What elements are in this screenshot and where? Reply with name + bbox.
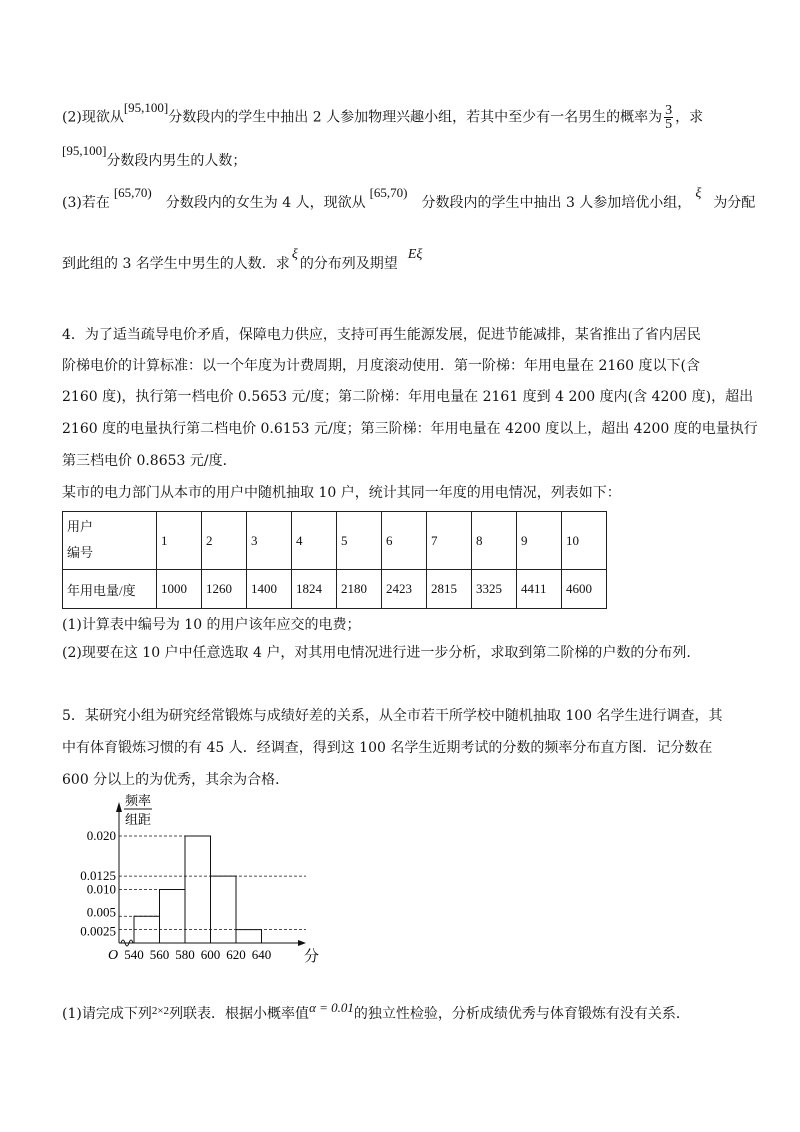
x-tick-label: 640 [251,947,272,962]
fraction-denominator: 5 [665,117,673,132]
table-cell-usage: 1000 [157,570,202,609]
table-cell-id: 2 [202,512,247,570]
q4-line-6: 某市的电力部门从本市的用户中随机抽取 10 户，统计其同一年度的用电情况，列表如下： [62,485,621,501]
q3-part2-line2 [62,143,247,170]
expectation-symbol: Eξ [407,247,423,262]
q3-part3-line2-text-b: 的分布列及期望 [299,256,398,272]
origin-label: O [108,948,119,963]
q3-part3-text-d: 为分配 [713,195,756,211]
q4-line-3: 2160 度)，执行第一档电价 0.5653 元/度；第二阶梯：年用电量在 2161 度到 4 200 度内(含 4200 度)，超出 [62,389,754,405]
table-cell-id: 3 [247,512,292,570]
q5-line-3: 600 分以上的为优秀，其余为合格． [62,772,290,788]
q4-subquestion-2: (2)现要在这 10 户中任意选取 4 户，对其用电情况进行进一步分析，求取到第二阶梯的户数的分布列. [62,645,691,661]
table-cell-usage: 3325 [472,570,517,609]
q3-part2-line2-text: 分数段内男生的人数； [106,153,247,169]
q4-line-4: 2160 度的电量执行第二档电价 0.6153 元/度；第三阶梯：年用电量在 4200 度以上，超出 4200 度的电量执行 [62,421,758,437]
q3-part2-text-c: ，求 [675,109,704,126]
y-axis-arrow [116,802,122,812]
q3-part3-line2-text-a: 到此组的 3 名学生中男生的人数．求 [62,256,290,272]
frequency-histogram [62,788,342,978]
q3-part3-interval-2: [65,70) [369,185,408,200]
table-cell-usage: 2423 [382,570,427,609]
q5-line-1: 5．某研究小组为研究经常锻炼与成绩好差的关系，从全市若干所学校中随机抽取 100 名学生进行调查，其 [62,708,723,724]
table-usage-label: 年用电量/度 [63,570,157,609]
q5-sub1-text-c: 的独立性检验，分析成绩优秀与体育锻炼有没有关系． [353,1006,690,1022]
q4-subquestion-1: (1)计算表中编号为 10 的用户该年应交的电费； [62,617,361,633]
q3-part3-text-a: (3)若在 [62,195,110,211]
q3-part2-text-b: 分数段内的学生中抽出 2 人参加物理兴趣小组，若其中至少有一名男生的概率为 [168,109,663,126]
x-tick-label: 540 [124,947,144,962]
y-axis-label-top: 频率 [124,793,152,808]
histogram-bar [185,836,211,943]
histogram-bar [160,890,186,944]
q4-line-1: 4．为了适当疏导电价矛盾，保障电力供应，支持可再生能源发展，促进节能减排，某省推出了省内居民 [62,327,701,343]
q5-subquestion-1 [62,1000,690,1023]
q3-part3-line2 [62,247,423,273]
table-cell-usage: 1260 [202,570,247,609]
xi-symbol-2: ξ [291,247,298,262]
q3-part3-text-c: 分数段内的学生中抽出 3 人参加培优小组， [421,195,692,211]
table-cell-usage: 2180 [337,570,382,609]
table-row-usage [63,570,607,609]
table-head-cell [63,512,157,570]
table-head-label-1: 用户 [67,519,94,535]
q3-part3-text-b: 分数段内的女生为 4 人，现欲从 [165,195,366,211]
table-cell-usage: 2815 [427,570,472,609]
q3-part2-interval-2: [95,100] [62,143,107,158]
fraction-numerator: 3 [665,103,673,118]
q3-part2-interval: [95,100] [123,99,169,115]
q5-sub1-text-b: 列联表．根据小概率值 [169,1006,310,1022]
y-tick-label: 0.010 [86,881,116,897]
histogram-bar [236,930,262,943]
q5-sub1-text-a: (1)请完成下列 [62,1006,152,1022]
q3-probability-fraction [664,104,673,131]
table-cell-id: 10 [562,512,607,570]
table-cell-id: 4 [292,512,337,570]
q5-line-2: 中有体育锻炼习惯的有 45 人．经调查，得到这 100 名学生近期考试的分数的频率分布直方图．记分数在 [62,740,713,756]
x-tick-label: 600 [200,947,221,962]
alpha-value: α = 0.01 [309,1000,354,1015]
q3-part3-line1 [62,185,756,212]
q3-part2-line1 [62,99,704,132]
table-cell-id: 1 [157,512,202,570]
table-cell-id: 6 [382,512,427,570]
table-size-label: 2×2 [151,1005,170,1017]
x-axis-arrow [298,940,306,946]
x-axis-label: 分 [304,949,320,965]
y-tick-label: 0.0025 [80,923,116,939]
y-tick-label: 0.0125 [80,868,116,884]
q3-part2-text-a: (2)现欲从 [62,109,124,126]
q3-part3-interval-1: [65,70) [113,185,152,200]
table-cell-usage: 4411 [517,570,562,609]
table-cell-id: 7 [427,512,472,570]
x-tick-label: 580 [175,947,195,962]
table-cell-id: 9 [517,512,562,570]
table-cell-usage: 1400 [247,570,292,609]
table-head-label-2: 编号 [67,545,94,561]
y-tick-label: 0.020 [86,828,116,843]
histogram-bar [211,876,237,943]
x-tick-label: 620 [226,947,246,962]
q4-line-2: 阶梯电价的计算标准：以一个年度为计费周期，月度滚动使用．第一阶梯：年用电量在 2160 度以下(含 [62,358,700,374]
table-row-ids [63,512,607,570]
table-cell-usage: 1824 [292,570,337,609]
q4-line-5: 第三档电价 0.8653 元/度． [62,453,237,469]
table-cell-usage: 4600 [562,570,607,609]
xi-symbol: ξ [695,186,702,201]
y-axis-label-bottom: 组距 [124,812,152,827]
table-cell-id: 8 [472,512,517,570]
y-tick-label: 0.005 [86,904,116,920]
table-cell-id: 5 [337,512,382,570]
x-tick-label: 560 [149,947,170,962]
electricity-usage-table [62,511,607,609]
